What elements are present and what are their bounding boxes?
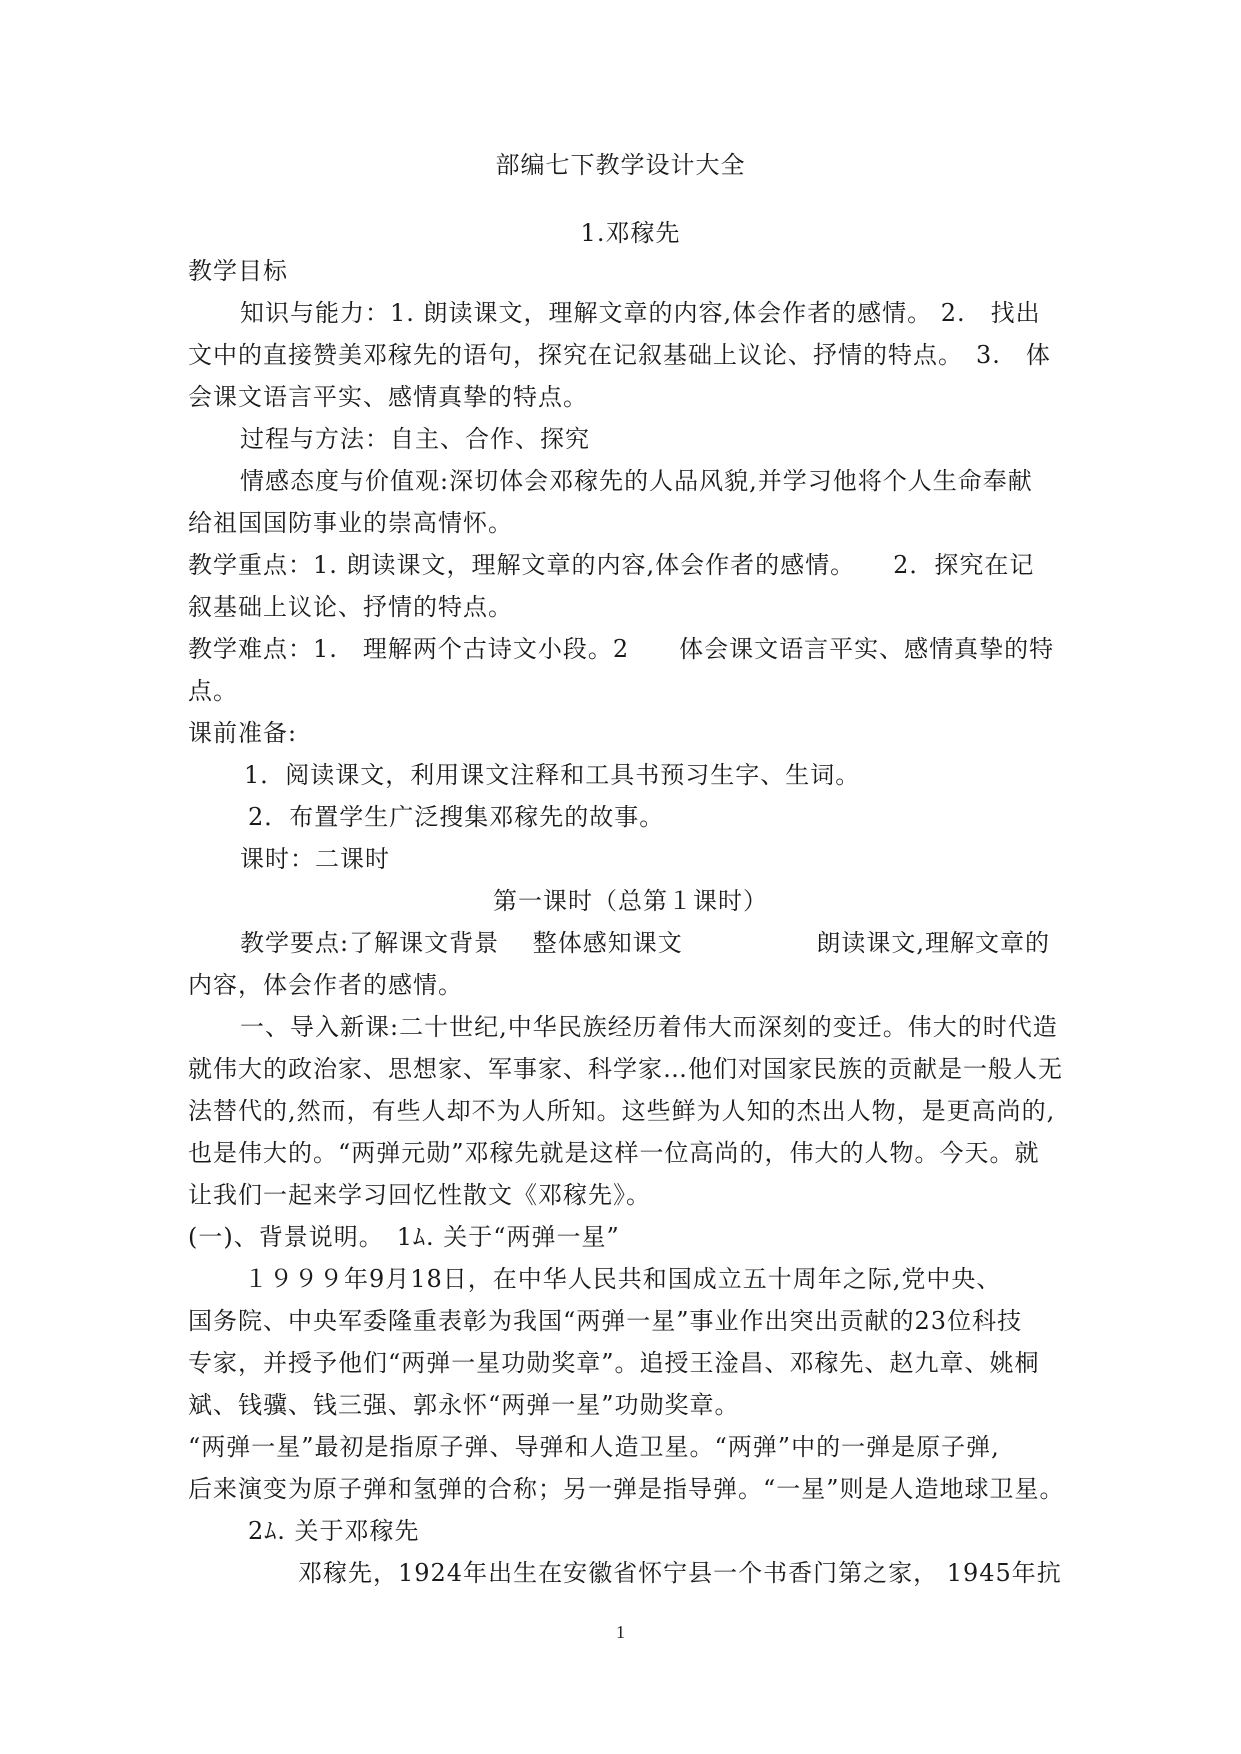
paragraph-line: 给祖国国防事业的崇高情怀。 xyxy=(188,509,513,537)
list-item: 1．阅读课文，利用课文注释和工具书预习生字、生词。 xyxy=(244,761,861,789)
paragraph-line: 后来演变为原子弹和氢弹的合称；另一弹是指导弹。“一星”则是人造地球卫星。 xyxy=(188,1475,1065,1503)
section-heading-about-deng: 2ﾑ. 关于邓稼先 xyxy=(248,1517,420,1545)
paragraph-line: 也是伟大的。“两弹元勋”邓稼先就是这样一位高尚的，伟大的人物。今天。就 xyxy=(188,1139,1040,1167)
paragraph-line: 会课文语言平实、感情真挚的特点。 xyxy=(188,383,588,411)
paragraph-line: 法替代的,然而，有些人却不为人所知。这些鲜为人知的杰出人物，是更高尚的, xyxy=(188,1097,1056,1125)
section-heading-key-points: 教学重点：1. 朗读课文，理解文章的内容,体会作者的感情。 2．探究在记 xyxy=(188,551,1035,579)
list-item: 2．布置学生广泛搜集邓稼先的故事。 xyxy=(248,803,665,831)
paragraph-line: 情感态度与价值观:深切体会邓稼先的人品风貌,并学习他将个人生命奉献 xyxy=(240,467,1033,495)
section-heading-background: (一)、背景说明。 1ﾑ. 关于“两弹一星” xyxy=(188,1223,620,1251)
page-number: 1 xyxy=(616,1622,625,1642)
paragraph-line: 国务院、中央军委隆重表彰为我国“两弹一星”事业作出突出贡献的23位科技 xyxy=(188,1307,1023,1335)
paragraph-line: 一、导入新课:二十世纪,中华民族经历着伟大而深刻的变迁。伟大的时代造 xyxy=(240,1013,1058,1041)
paragraph-line: 专家，并授予他们“两弹一星功勋奖章”。追授王淦昌、邓稼先、赵九章、姚桐 xyxy=(188,1349,1040,1377)
document-title: 部编七下教学设计大全 xyxy=(495,151,746,179)
lesson-title: 1.邓稼先 xyxy=(580,219,681,247)
paragraph-line: 教学要点:了解课文背景 整体感知课文 朗读课文,理解文章的 xyxy=(240,929,1050,957)
paragraph-line: 就伟大的政治家、思想家、军事家、科学家…他们对国家民族的贡献是一般人无 xyxy=(188,1055,1063,1083)
paragraph-line: 让我们一起来学习回忆性散文《邓稼先》。 xyxy=(188,1181,651,1209)
section-heading-objectives: 教学目标 xyxy=(188,257,288,285)
section-heading-difficulties: 教学难点：1. 理解两个古诗文小段。2 体会课文语言平实、感情真挚的特 xyxy=(188,635,1055,663)
section-heading-preparation: 课前准备: xyxy=(188,719,298,747)
section-heading-first-period: 第一课时（总第１课时） xyxy=(493,887,768,915)
paragraph-line: 知识与能力：1. 朗读课文，理解文章的内容,体会作者的感情。 2. 找出 xyxy=(240,299,1041,327)
paragraph-line: 邓稼先，1924年出生在安徽省怀宁县一个书香门第之家， 1945年抗 xyxy=(298,1559,1062,1587)
paragraph-line: “两弹一星”最初是指原子弹、导弹和人造卫星。“两弹”中的一弹是原子弹, xyxy=(188,1433,1000,1461)
paragraph-line: 内容，体会作者的感情。 xyxy=(188,971,463,999)
paragraph-line: 文中的直接赞美邓稼先的语句，探究在记叙基础上议论、抒情的特点。 3. 体 xyxy=(188,341,1051,369)
paragraph-line: 课时：二课时 xyxy=(240,845,390,873)
paragraph-line: 点。 xyxy=(188,677,238,705)
paragraph-line: 斌、钱骥、钱三强、郭永怀“两弹一星”功勋奖章。 xyxy=(188,1391,740,1419)
paragraph-line: 叙基础上议论、抒情的特点。 xyxy=(188,593,513,621)
paragraph-line: １９９９年9月18日，在中华人民共和国成立五十周年之际,党中央、 xyxy=(244,1265,1002,1293)
paragraph-line: 过程与方法：自主、合作、探究 xyxy=(240,425,590,453)
